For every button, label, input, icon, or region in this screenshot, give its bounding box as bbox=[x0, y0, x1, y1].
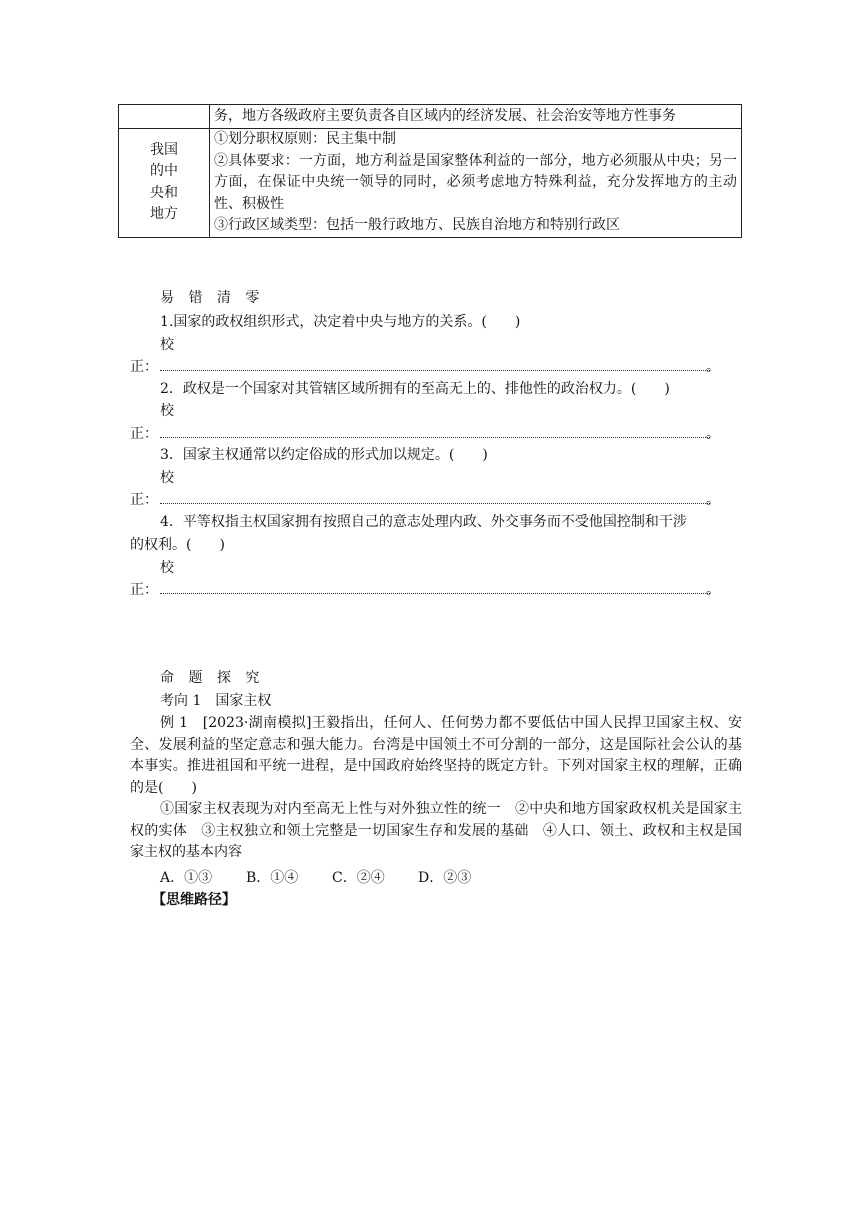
correction-label: 校 bbox=[160, 470, 174, 486]
correction-label: 正： bbox=[130, 492, 158, 508]
table-cell bbox=[210, 129, 742, 238]
correction-label: 校 bbox=[160, 337, 174, 353]
question-statements: ①国家主权表现为对内至高无上性与对外独立性的统一 ②中央和地方国家政权机关是国家主权的实体 ③主权独立和领土完整是一切国家生存和发展的基础 ④人口、领土、政权和主权是国家主权的基本内容 bbox=[130, 801, 742, 860]
line-end-mark: 。 bbox=[706, 492, 720, 508]
correction-label: 正： bbox=[130, 359, 158, 375]
option-a: A．①③ bbox=[160, 870, 213, 886]
correction-line bbox=[130, 490, 720, 510]
dotted-answer-line bbox=[160, 503, 710, 504]
dotted-answer-line bbox=[160, 437, 710, 438]
correction-line bbox=[130, 357, 720, 377]
table-item: ①划分职权原则：民主集中制 bbox=[214, 131, 396, 147]
correction-label: 校 bbox=[160, 403, 174, 419]
section-heading-errors: 易 错 清 零 bbox=[160, 290, 265, 306]
error-item-4-cont: 的权利。( ) bbox=[130, 537, 225, 553]
error-item-4: 4．平等权指主权国家拥有按照自己的意志处理内政、外交事务而不受他国控制和干涉 bbox=[160, 514, 687, 530]
line-end-mark: 。 bbox=[706, 426, 720, 442]
table-cell: 务，地方各级政府主要负责各自区域内的经济发展、社会治安等地方性事务 bbox=[210, 105, 742, 129]
section-heading-exam: 命 题 探 究 bbox=[160, 670, 265, 686]
error-item-1: 1.国家的政权组织形式，决定着中央与地方的关系。( ) bbox=[160, 314, 521, 330]
subheading: 考向 1 国家主权 bbox=[160, 693, 272, 709]
correction-label: 正： bbox=[130, 426, 158, 442]
error-item-2: 2．政权是一个国家对其管辖区域所拥有的至高无上的、排他性的政治权力。( ) bbox=[160, 381, 670, 397]
table-cell-empty bbox=[119, 105, 210, 129]
table-item: ②具体要求：一方面，地方利益是国家整体利益的一部分，地方必须服从中央；另一方面，在保证中央统一领导的同时，必须考虑地方特殊利益，充分发挥地方的主动性、积极性 bbox=[214, 152, 737, 212]
line-end-mark: 。 bbox=[706, 359, 720, 375]
correction-label: 正： bbox=[130, 582, 158, 598]
correction-line bbox=[130, 580, 720, 600]
error-item-3: 3．国家主权通常以约定俗成的形式加以规定。( ) bbox=[160, 447, 488, 463]
question-text: 例 1 [2023·湖南模拟]王毅指出，任何人、任何势力都不要低估中国人民捍卫国家主权、安全、发展利益的坚定意志和强大能力。台湾是中国领土不可分割的一部分，这是国际社会公认的基本事实。推进祖国和平统一进程，是中国政府始终坚持的既定方针。下列对国家主权的理解，正确的是( ) bbox=[130, 715, 742, 796]
option-b: B．①④ bbox=[246, 870, 299, 886]
correction-label: 校 bbox=[160, 560, 174, 576]
option-c: C．②④ bbox=[332, 870, 385, 886]
table-row-label-cell bbox=[119, 129, 210, 238]
table-row bbox=[119, 129, 742, 238]
correction-line bbox=[130, 424, 720, 444]
dotted-answer-line bbox=[160, 370, 710, 371]
option-d: D．②③ bbox=[418, 870, 472, 886]
table-row bbox=[119, 105, 742, 129]
line-end-mark: 。 bbox=[706, 582, 720, 598]
summary-table bbox=[118, 104, 742, 238]
table-item: ③行政区域类型：包括一般行政地方、民族自治地方和特别行政区 bbox=[214, 217, 620, 233]
table-row-label: 我国的中央和地方 bbox=[150, 141, 178, 223]
dotted-answer-line bbox=[160, 593, 710, 594]
thinking-path-label: 【思维路径】 bbox=[152, 892, 236, 908]
question-block bbox=[130, 713, 742, 864]
